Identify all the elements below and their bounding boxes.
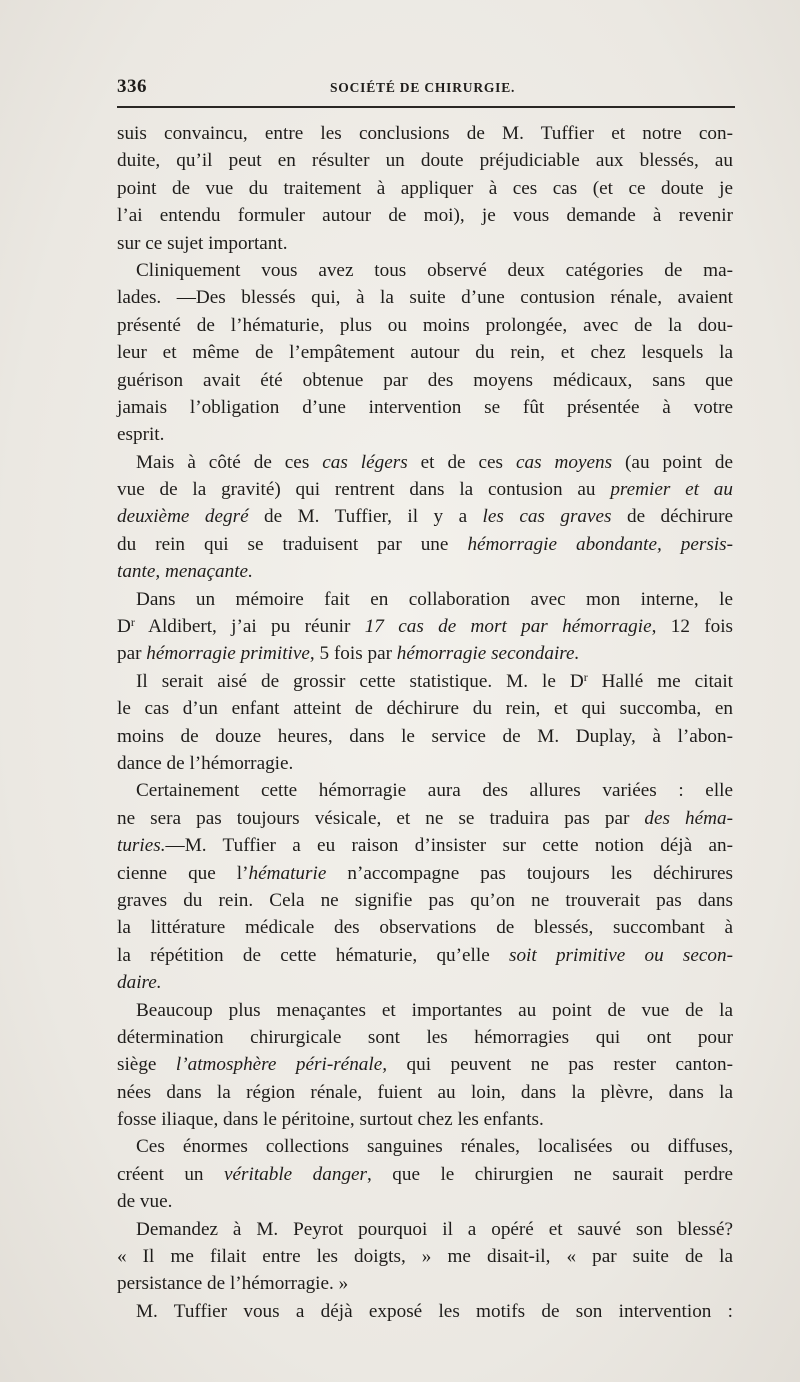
text-segment: Mais à côté de ces <box>136 451 323 473</box>
text-line <box>117 284 733 311</box>
text-line <box>117 668 733 695</box>
text-segment: et de ces <box>407 451 516 473</box>
text-segment: l’ai entendu formuler autour de moi), je vous demande à revenir <box>117 205 733 227</box>
text-segment: moins de douze heures, dans le service de M. Duplay, à l’abon- <box>117 725 733 747</box>
text-segment: la répétition de cette hématurie, qu’elle <box>117 944 509 966</box>
running-title: SOCIÉTÉ DE CHIRURGIE. <box>330 80 516 95</box>
text-segment: de déchirure <box>611 506 733 528</box>
text-segment: point de vue du traitement à appliquer à ces cas (et ce doute je <box>117 177 733 199</box>
text-line <box>117 613 733 640</box>
superscript-text: r <box>583 669 588 684</box>
text-line <box>117 997 733 1024</box>
text-segment: présenté de l’hématurie, plus ou moins prolongée, avec de la dou- <box>117 314 733 336</box>
text-line <box>117 175 733 202</box>
text-line <box>117 476 733 503</box>
text-line <box>117 805 733 832</box>
text-line <box>117 312 733 339</box>
text-line <box>117 777 733 804</box>
text-line <box>117 1106 733 1133</box>
italic-text: deuxième degré <box>117 506 249 528</box>
text-line <box>117 202 733 229</box>
text-segment: n’accompagne pas toujours les déchirures <box>326 862 733 884</box>
text-line <box>117 942 733 969</box>
text-segment: dance de l’hémorragie. <box>117 752 294 774</box>
italic-text: cas moyens <box>515 451 613 473</box>
text-segment: guérison avait été obtenue par des moyens médicaux, sans que <box>117 369 733 391</box>
text-line <box>117 421 733 448</box>
text-segment: D <box>117 616 131 638</box>
text-line <box>117 1024 733 1051</box>
text-line <box>117 1243 733 1270</box>
text-segment: qui peuvent ne pas rester canton- <box>387 1054 733 1076</box>
italic-text: hémorragie abondante, persis- <box>467 533 734 555</box>
text-line <box>117 449 733 476</box>
italic-text: soit primitive ou secon- <box>508 944 733 966</box>
italic-text: véritable danger <box>224 1163 368 1185</box>
italic-text: hémorragie primitive <box>146 643 310 665</box>
text-segment: esprit. <box>117 424 165 446</box>
text-line <box>117 750 733 777</box>
text-segment: siège <box>117 1054 176 1076</box>
page-header <box>117 72 735 106</box>
text-line <box>117 558 733 585</box>
text-segment: sur ce sujet important. <box>117 232 288 254</box>
text-line <box>117 394 733 421</box>
italic-text: daire. <box>117 972 162 994</box>
text-segment: lades. —Des blessés qui, à la suite d’une contusion rénale, avaient <box>117 287 733 309</box>
text-line <box>117 339 733 366</box>
text-line <box>117 640 733 667</box>
text-line <box>117 120 733 147</box>
text-segment: duite, qu’il peut en résulter un doute préjudiciable aux blessés, au <box>117 150 733 172</box>
text-segment: , que le chirurgien ne saurait perdre <box>367 1163 733 1185</box>
text-segment: Certainement cette hémorragie aura des allures variées : elle <box>136 780 733 802</box>
text-segment: ne sera pas toujours vésicale, et ne se traduira pas par <box>117 807 645 829</box>
text-line <box>117 860 733 887</box>
text-line <box>117 969 733 996</box>
text-segment: M. Tuffier vous a déjà exposé les motifs de son intervention : <box>136 1300 733 1322</box>
text-segment: cienne que l’ <box>117 862 249 884</box>
text-segment: Hallé me citait <box>587 670 733 692</box>
text-segment: , 12 fois <box>651 616 734 638</box>
text-line <box>117 1133 733 1160</box>
text-line <box>117 531 733 558</box>
italic-text: les cas graves <box>482 506 612 528</box>
text-line <box>117 257 733 284</box>
text-segment: détermination chirurgicale sont les hémorragies qui ont pour <box>117 1026 733 1048</box>
text-line <box>117 1216 733 1243</box>
page-number: 336 <box>117 76 147 97</box>
text-segment: la littérature médicale des observations de blessés, succombant à <box>117 917 733 939</box>
text-line <box>117 887 733 914</box>
text-segment: Beaucoup plus menaçantes et importantes au point de vue de la <box>136 999 733 1021</box>
italic-text: premier et au <box>610 479 733 501</box>
text-segment: leur et même de l’empâtement autour du rein, et chez lesquels la <box>117 342 733 364</box>
text-segment: le cas d’un enfant atteint de déchirure du rein, et qui succomba, en <box>117 698 733 720</box>
text-segment: —M. Tuffier a eu raison d’insister sur cette notion déjà an- <box>165 835 733 857</box>
italic-text: l’atmosphère péri-rénale, <box>175 1054 388 1076</box>
text-line <box>117 1079 733 1106</box>
text-line <box>117 914 733 941</box>
text-segment: jamais l’obligation d’une intervention se fût présentée à votre <box>117 396 733 418</box>
text-segment: , 5 fois par <box>309 643 397 665</box>
text-segment: Aldibert, j’ai pu réunir <box>134 616 365 638</box>
text-segment: persistance de l’hémorragie. » <box>117 1273 349 1295</box>
text-line <box>117 1051 733 1078</box>
text-segment: suis convaincu, entre les conclusions de M. Tuffier et notre con- <box>117 123 733 144</box>
text-segment: de vue. <box>117 1191 173 1213</box>
text-line <box>117 832 733 859</box>
text-line <box>117 695 733 722</box>
text-segment: de M. Tuffier, il y a <box>248 506 483 528</box>
text-segment: « Il me filait entre les doigts, » me disait-il, « par suite de la <box>117 1246 733 1268</box>
italic-text: hémorragie secondaire. <box>396 643 580 665</box>
text-segment: nées dans la région rénale, fuient au loin, dans la plèvre, dans la <box>117 1081 733 1103</box>
body-text <box>117 120 733 1325</box>
text-segment: Il serait aisé de grossir cette statistique. M. le D <box>136 670 584 692</box>
text-segment: Dans un mémoire fait en collaboration avec mon interne, le <box>136 588 733 610</box>
text-line <box>117 1298 733 1325</box>
italic-text: turies. <box>117 835 166 857</box>
header-rule <box>117 106 735 108</box>
text-segment: fosse iliaque, dans le péritoine, surtout chez les enfants. <box>117 1109 544 1131</box>
text-segment: (au point de <box>612 451 734 473</box>
text-segment: Ces énormes collections sanguines rénales, localisées ou diffuses, <box>136 1136 733 1158</box>
text-segment: Demandez à M. Peyrot pourquoi il a opéré et sauvé son blessé? <box>136 1218 733 1240</box>
text-line <box>117 230 733 257</box>
italic-text: des héma- <box>644 807 733 829</box>
text-segment: du rein qui se traduisent par une <box>117 533 468 555</box>
text-line <box>117 503 733 530</box>
text-line <box>117 1161 733 1188</box>
text-line <box>117 1270 733 1297</box>
text-segment: par <box>117 643 147 665</box>
text-line <box>117 586 733 613</box>
text-line <box>117 723 733 750</box>
superscript-text: r <box>130 615 135 630</box>
italic-text: cas légers <box>322 451 408 473</box>
text-line <box>117 147 733 174</box>
text-segment: graves du rein. Cela ne signifie pas qu’on ne trouverait pas dans <box>117 889 733 911</box>
italic-text: tante, menaçante. <box>117 561 253 583</box>
italic-text: hématurie <box>248 862 327 884</box>
text-segment: Cliniquement vous avez tous observé deux catégories de ma- <box>136 259 733 281</box>
text-segment: vue de la gravité) qui rentrent dans la contusion au <box>117 479 611 501</box>
text-segment: créent un <box>117 1163 224 1185</box>
italic-text: 17 cas de mort par hémorragie <box>364 616 652 638</box>
text-line <box>117 367 733 394</box>
text-line <box>117 1188 733 1215</box>
